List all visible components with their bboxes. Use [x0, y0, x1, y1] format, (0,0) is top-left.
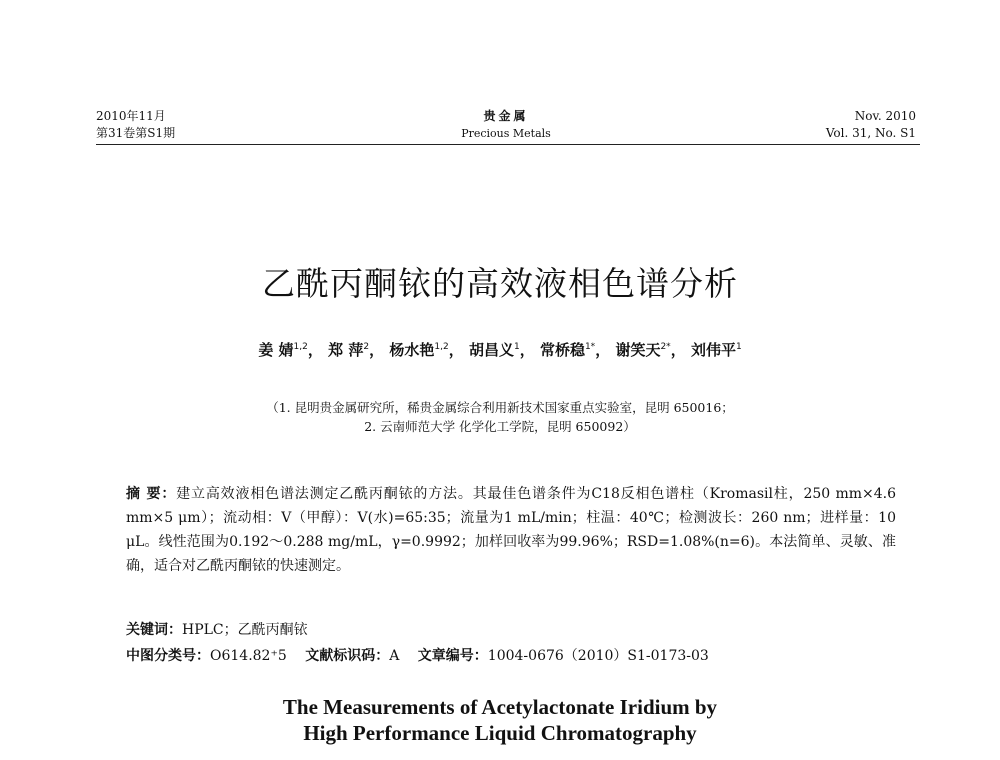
affiliations	[0, 398, 1000, 436]
author: 姜 婧$^{1,2}$	[258, 341, 308, 359]
abstract	[126, 482, 896, 578]
journal-name-en: Precious Metals	[461, 127, 551, 140]
header-right	[826, 108, 916, 142]
english-title-line: The Measurements of Acetylactonate Iridium by	[282, 695, 718, 719]
author: 刘伟平$^1$	[690, 341, 742, 359]
journal-name-cn: 贵金属	[483, 109, 529, 123]
keywords-text: HPLC；乙酰丙酮铱	[182, 622, 308, 638]
author: 郑 萍$^2$	[328, 341, 370, 359]
header-rule	[96, 144, 920, 145]
header-issue-cn: 第31卷第S1期	[96, 126, 176, 140]
paper-title: 乙酰丙酮铱的高效液相色谱分析	[262, 264, 738, 303]
clc-label: 中图分类号：	[126, 648, 210, 664]
article-number-label: 文章编号：	[417, 648, 488, 664]
author: 谢笑天$^{2*}$	[615, 341, 671, 359]
affiliation-line: 2. 云南师范大学 化学化工学院，昆明 650092）	[364, 419, 636, 434]
abstract-text: 建立高效液相色谱法测定乙酰丙酮铱的方法。其最佳色谱条件为C18反相色谱柱（Kromasil柱，250 mm×4.6 mm×5 μm）；流动相：V（甲醇）：V(水)=65:35；流量为1 mL/min；柱温：40℃；检测波长：260 nm；进样量：10 μL。线性范围为0.192～0.288 mg/mL，γ=0.9992；加样回收率为99.96%；RSD=1.08%(n=6)。本法简单、灵敏、准确，适合对乙酰丙酮铱的快速测定。	[126, 486, 896, 574]
english-title-line: High Performance Liquid Chromatography	[303, 721, 697, 745]
running-header	[96, 108, 916, 148]
author: 常桥稳$^{1*}$	[539, 341, 596, 359]
keywords	[126, 618, 896, 642]
affiliation-line: （1. 昆明贵金属研究所，稀贵金属综合利用新技术国家重点实验室，昆明 650016；	[266, 400, 734, 415]
header-date-en: Nov. 2010	[854, 109, 916, 123]
header-center	[96, 108, 916, 142]
author-list: 姜 婧$^{1,2}$， 郑 萍$^2$， 杨水艳$^{1,2}$， 胡昌义$^1$， 常桥稳$^{1*}$， 谢笑天$^{2*}$， 刘伟平$^1$	[258, 341, 742, 359]
abstract-label: 摘 要：	[126, 486, 177, 502]
author: 杨水艳$^{1,2}$	[389, 341, 449, 359]
article-number-value: 1004-0676（2010）S1-0173-03	[487, 648, 709, 664]
clc-value: O614.82⁺5	[210, 648, 287, 664]
header-issue-en: Vol. 31, No. S1	[825, 126, 916, 140]
author: 胡昌义$^1$	[468, 341, 520, 359]
doc-code-value: A	[389, 648, 400, 664]
header-date-cn: 2010年11月	[96, 109, 166, 123]
doc-code-label: 文献标识码：	[305, 648, 390, 664]
keywords-label: 关键词：	[126, 622, 182, 638]
classification-line	[126, 644, 896, 668]
english-title	[0, 694, 1000, 746]
